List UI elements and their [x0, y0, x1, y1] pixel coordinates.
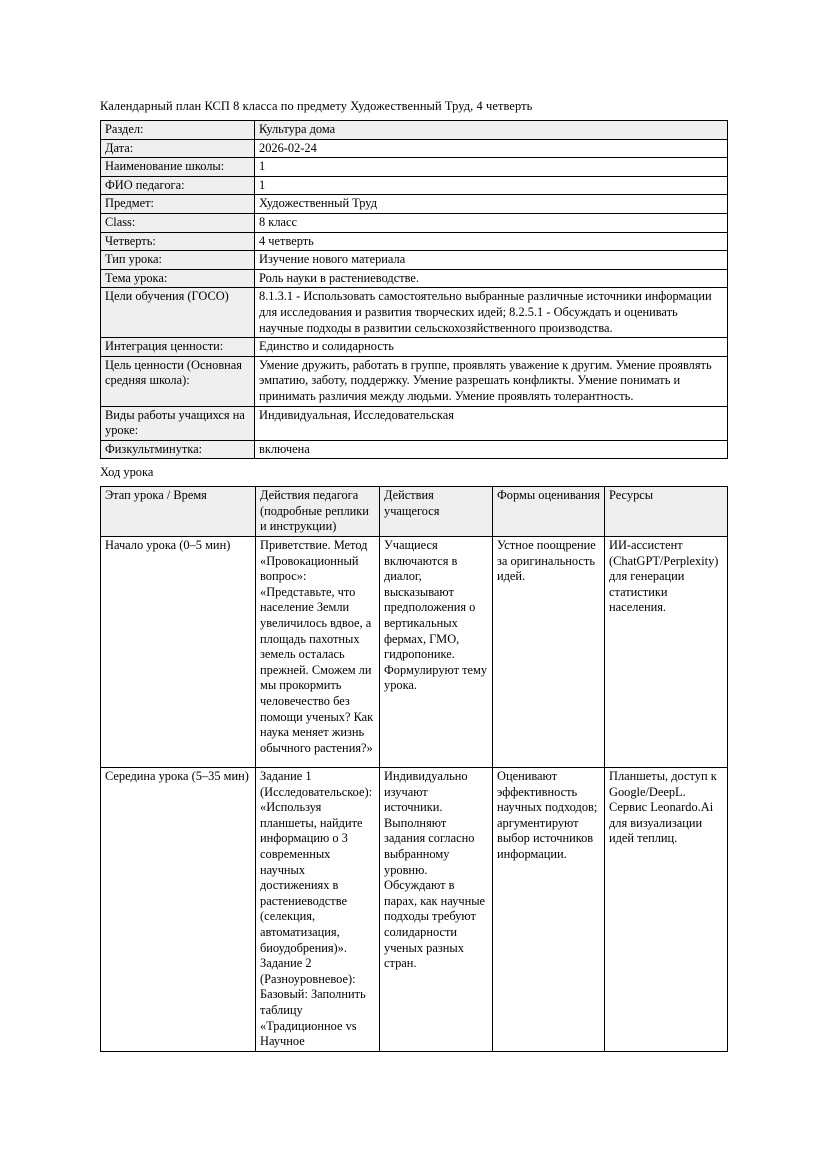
cell-assessment-middle: Оценивают эффективность научных подходов; аргументируют выбор источников информации.: [493, 768, 605, 1052]
lesson-flow-table: [100, 486, 728, 1051]
table-row: [101, 406, 728, 440]
info-label-quarter: Четверть:: [101, 232, 255, 251]
info-value-work-types: Индивидуальная, Исследовательская: [255, 406, 728, 440]
table-header-row: [101, 487, 728, 537]
info-label-value-goal: Цель ценности (Основная средняя школа):: [101, 356, 255, 406]
section-caption-lesson-flow: Ход урока: [100, 465, 154, 480]
table-row: [101, 251, 728, 270]
info-label-school: Наименование школы:: [101, 158, 255, 177]
info-label-physical-minute: Физкультминутка:: [101, 440, 255, 459]
lesson-info-table-body: [101, 121, 728, 459]
cell-resources-start: ИИ-ассистент (ChatGPT/Perplexity) для генерации статистики населения.: [605, 537, 728, 768]
table-row: [101, 440, 728, 459]
info-value-lesson-type: Изучение нового материала: [255, 251, 728, 270]
info-label-work-types: Виды работы учащихся на уроке:: [101, 406, 255, 440]
table-row: [101, 338, 728, 357]
page-bottom-margin: [0, 1063, 827, 1170]
info-value-school: 1: [255, 158, 728, 177]
info-label-lesson-topic: Тема урока:: [101, 269, 255, 288]
table-row: [101, 139, 728, 158]
table-row: [101, 121, 728, 140]
info-value-razdel: Культура дома: [255, 121, 728, 140]
cell-teacher-start: Приветствие. Метод «Провокационный вопрос»: «Представьте, что население Земли увеличилось вдвое, а площадь пахотных земель осталась прежней. Сможем ли мы прокормить человечество без помощи ученых? Как наука меняет жизнь обычного растения?»: [256, 537, 380, 768]
info-label-subject: Предмет:: [101, 195, 255, 214]
cell-stage-middle: Середина урока (5–35 мин): [101, 768, 256, 1052]
cell-resources-middle: Планшеты, доступ к Google/DeepL. Сервис Leonardo.Ai для визуализации идей теплиц.: [605, 768, 728, 1052]
info-label-class: Class:: [101, 213, 255, 232]
table-row: [101, 232, 728, 251]
table-row: [101, 537, 728, 768]
table-row: [101, 768, 728, 1052]
info-label-data: Дата:: [101, 139, 255, 158]
lesson-flow-table-body: [101, 537, 728, 1052]
info-value-subject: Художественный Труд: [255, 195, 728, 214]
info-label-lesson-type: Тип урока:: [101, 251, 255, 270]
column-header-stage: Этап урока / Время: [101, 487, 256, 537]
cell-stage-start: Начало урока (0–5 мин): [101, 537, 256, 768]
info-value-goals: 8.1.3.1 - Использовать самостоятельно выбранные различные источники информации для исследования и развития творческих идей; 8.2.5.1 - Обсуждать и оценивать научные подходы в развитии сельскохозяйственного производства.: [255, 288, 728, 338]
cell-student-start: Учащиеся включаются в диалог, высказывают предположения о вертикальных фермах, ГМО, гидропонике. Формулируют тему урока.: [380, 537, 493, 768]
info-label-teacher: ФИО педагога:: [101, 176, 255, 195]
column-header-teacher-actions: Действия педагога (подробные реплики и инструкции): [256, 487, 380, 537]
column-header-student-actions: Действия учащегося: [380, 487, 493, 537]
info-label-goals: Цели обучения (ГОСО): [101, 288, 255, 338]
cell-teacher-middle: Задание 1 (Исследовательское): «Используя планшеты, найдите информацию о 3 современных научных достижениях в растениеводстве (селекция, автоматизация, биоудобрения)». Задание 2 (Разноуровневое): Базовый: Заполнить таблицу «Традиционное vs Научное: [256, 768, 380, 1052]
column-header-resources: Ресурсы: [605, 487, 728, 537]
info-value-class: 8 класс: [255, 213, 728, 232]
page-title: Календарный план КСП 8 класса по предмету Художественный Труд, 4 четверть: [100, 99, 533, 113]
table-row: [101, 176, 728, 195]
lesson-flow-table-head: [101, 487, 728, 537]
table-row: [101, 213, 728, 232]
lesson-info-table: [100, 120, 728, 459]
info-label-razdel: Раздел:: [101, 121, 255, 140]
info-value-teacher: 1: [255, 176, 728, 195]
table-row: [101, 269, 728, 288]
info-value-value-goal: Умение дружить, работать в группе, проявлять уважение к другим. Умение проявлять эмпатию, заботу, поддержку. Умение разрешать конфликты. Умение понимать и принимать различия между людьми. Умение проявлять толерантность.: [255, 356, 728, 406]
info-value-quarter: 4 четверть: [255, 232, 728, 251]
info-value-data: 2026-02-24: [255, 139, 728, 158]
info-value-physical-minute: включена: [255, 440, 728, 459]
column-header-assessment-forms: Формы оценивания: [493, 487, 605, 537]
table-row: [101, 288, 728, 338]
table-row: [101, 195, 728, 214]
info-label-value-integration: Интеграция ценности:: [101, 338, 255, 357]
info-value-value-integration: Единство и солидарность: [255, 338, 728, 357]
info-value-lesson-topic: Роль науки в растениеводстве.: [255, 269, 728, 288]
cell-student-middle: Индивидуально изучают источники. Выполняют задания согласно выбранному уровню. Обсуждают в парах, как научные подходы требуют солидарности ученых разных стран.: [380, 768, 493, 1052]
table-row: [101, 356, 728, 406]
cell-assessment-start: Устное поощрение за оригинальность идей.: [493, 537, 605, 768]
table-row: [101, 158, 728, 177]
